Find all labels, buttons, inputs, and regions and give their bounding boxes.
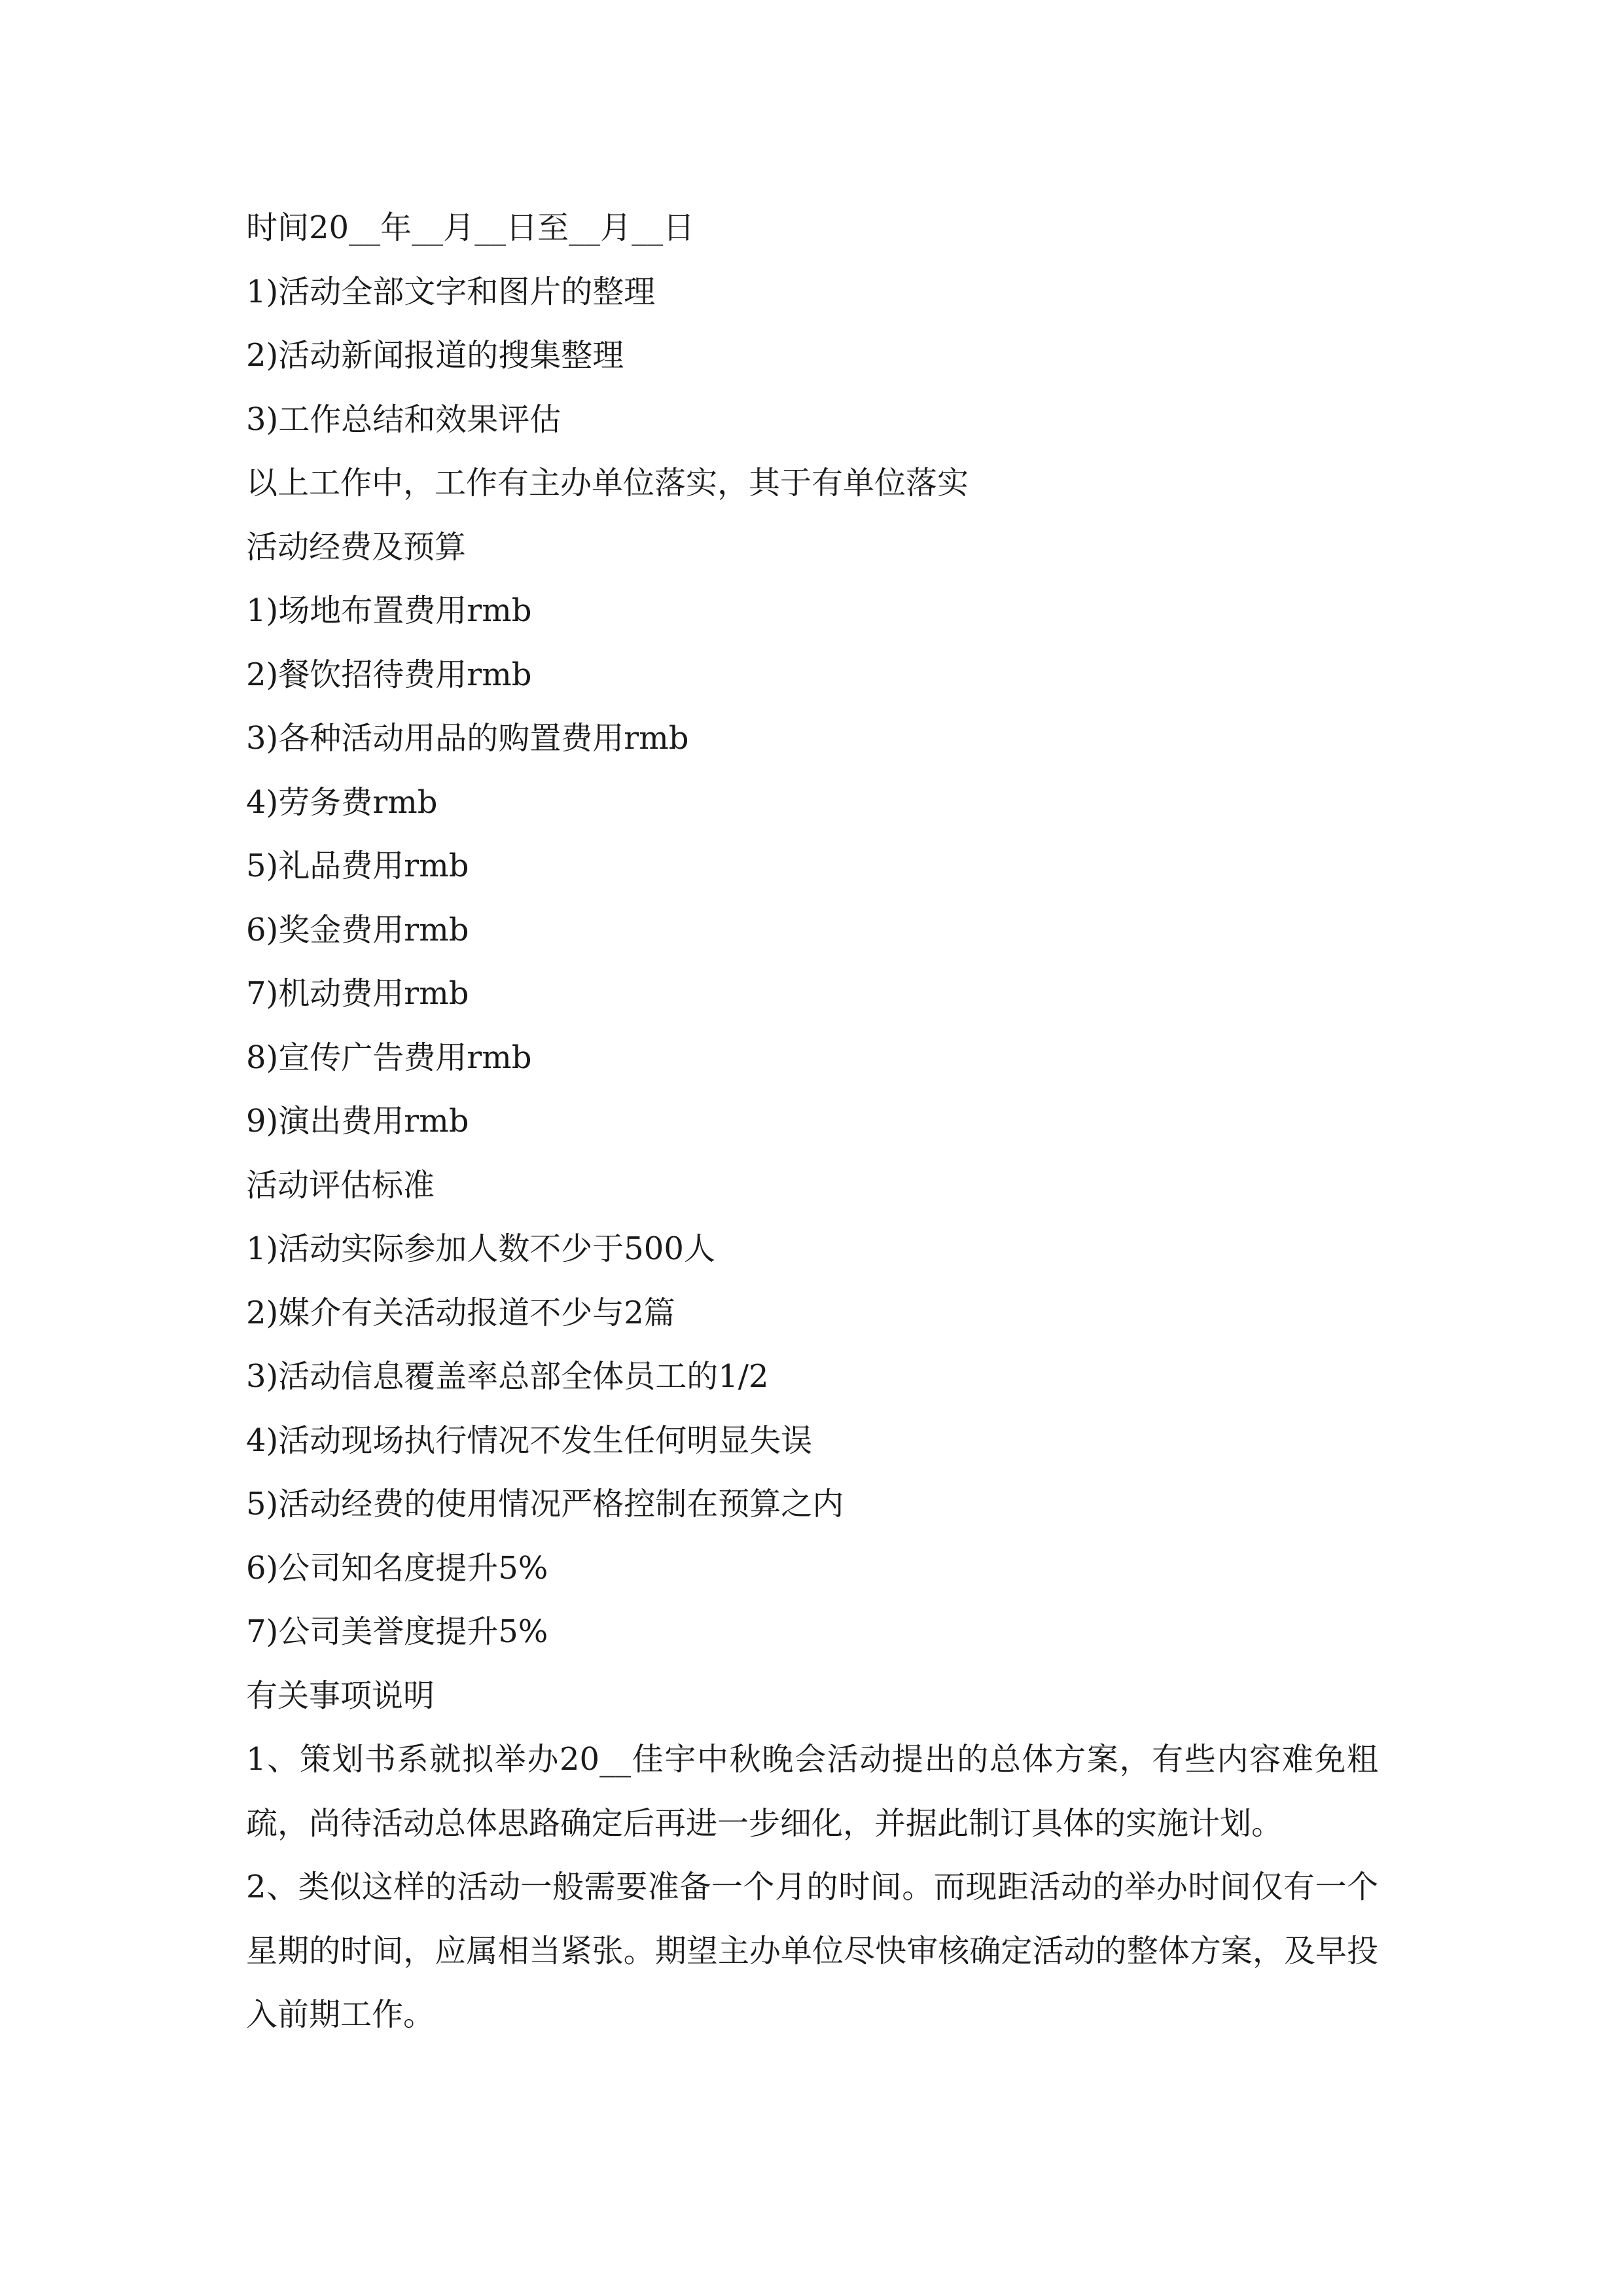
text-line: 2)活动新闻报道的搜集整理 — [246, 337, 624, 374]
criteria-item: 2)媒介有关活动报道不少与2篇 — [246, 1294, 675, 1331]
criteria-item: 4)活动现场执行情况不发生任何明显失误 — [246, 1422, 813, 1459]
criteria-item: 1)活动实际参加人数不少于500人 — [246, 1230, 715, 1267]
text-line: 3)工作总结和效果评估 — [246, 401, 562, 438]
budget-item: 8)宣传广告费用rmb — [246, 1039, 532, 1076]
budget-item: 2)餐饮招待费用rmb — [246, 656, 532, 693]
criteria-item: 3)活动信息覆盖率总部全体员工的1/2 — [246, 1358, 769, 1395]
text-line: 1)活动全部文字和图片的整理 — [246, 273, 656, 310]
budget-item: 3)各种活动用品的购置费用rmb — [246, 720, 689, 757]
criteria-item: 5)活动经费的使用情况严格控制在预算之内 — [246, 1486, 844, 1522]
section-heading: 活动评估标准 — [246, 1166, 435, 1204]
criteria-item: 6)公司知名度提升5% — [246, 1549, 548, 1587]
budget-item: 1)场地布置费用rmb — [246, 592, 532, 629]
criteria-item: 7)公司美誉度提升5% — [246, 1613, 548, 1650]
text-line: 以上工作中，工作有主办单位落实，其于有单位落实 — [246, 465, 969, 501]
budget-item: 4)劳务费rmb — [246, 783, 438, 821]
text-line: 时间20__年__月__日至__月__日 — [246, 209, 695, 246]
paragraph: 1、策划书系就拟举办20__佳宇中秋晚会活动提出的总体方案，有些内容难免粗疏，尚待活动总体思路确定后再进一步细化，并据此制订具体的实施计划。 — [246, 1741, 1378, 1842]
document-body — [246, 196, 1378, 2047]
section-heading: 活动经费及预算 — [246, 528, 467, 565]
budget-item: 5)礼品费用rmb — [246, 848, 469, 884]
paragraph: 2、类似这样的活动一般需要准备一个月的时间。而现距活动的举办时间仅有一个星期的时间，应属相当紧张。期望主办单位尽快审核确定活动的整体方案，及早投入前期工作。 — [246, 1869, 1378, 2033]
budget-item: 6)奖金费用rmb — [246, 911, 469, 948]
budget-item: 7)机动费用rmb — [246, 975, 469, 1012]
budget-item: 9)演出费用rmb — [246, 1103, 469, 1139]
section-heading: 有关事项说明 — [246, 1677, 435, 1714]
